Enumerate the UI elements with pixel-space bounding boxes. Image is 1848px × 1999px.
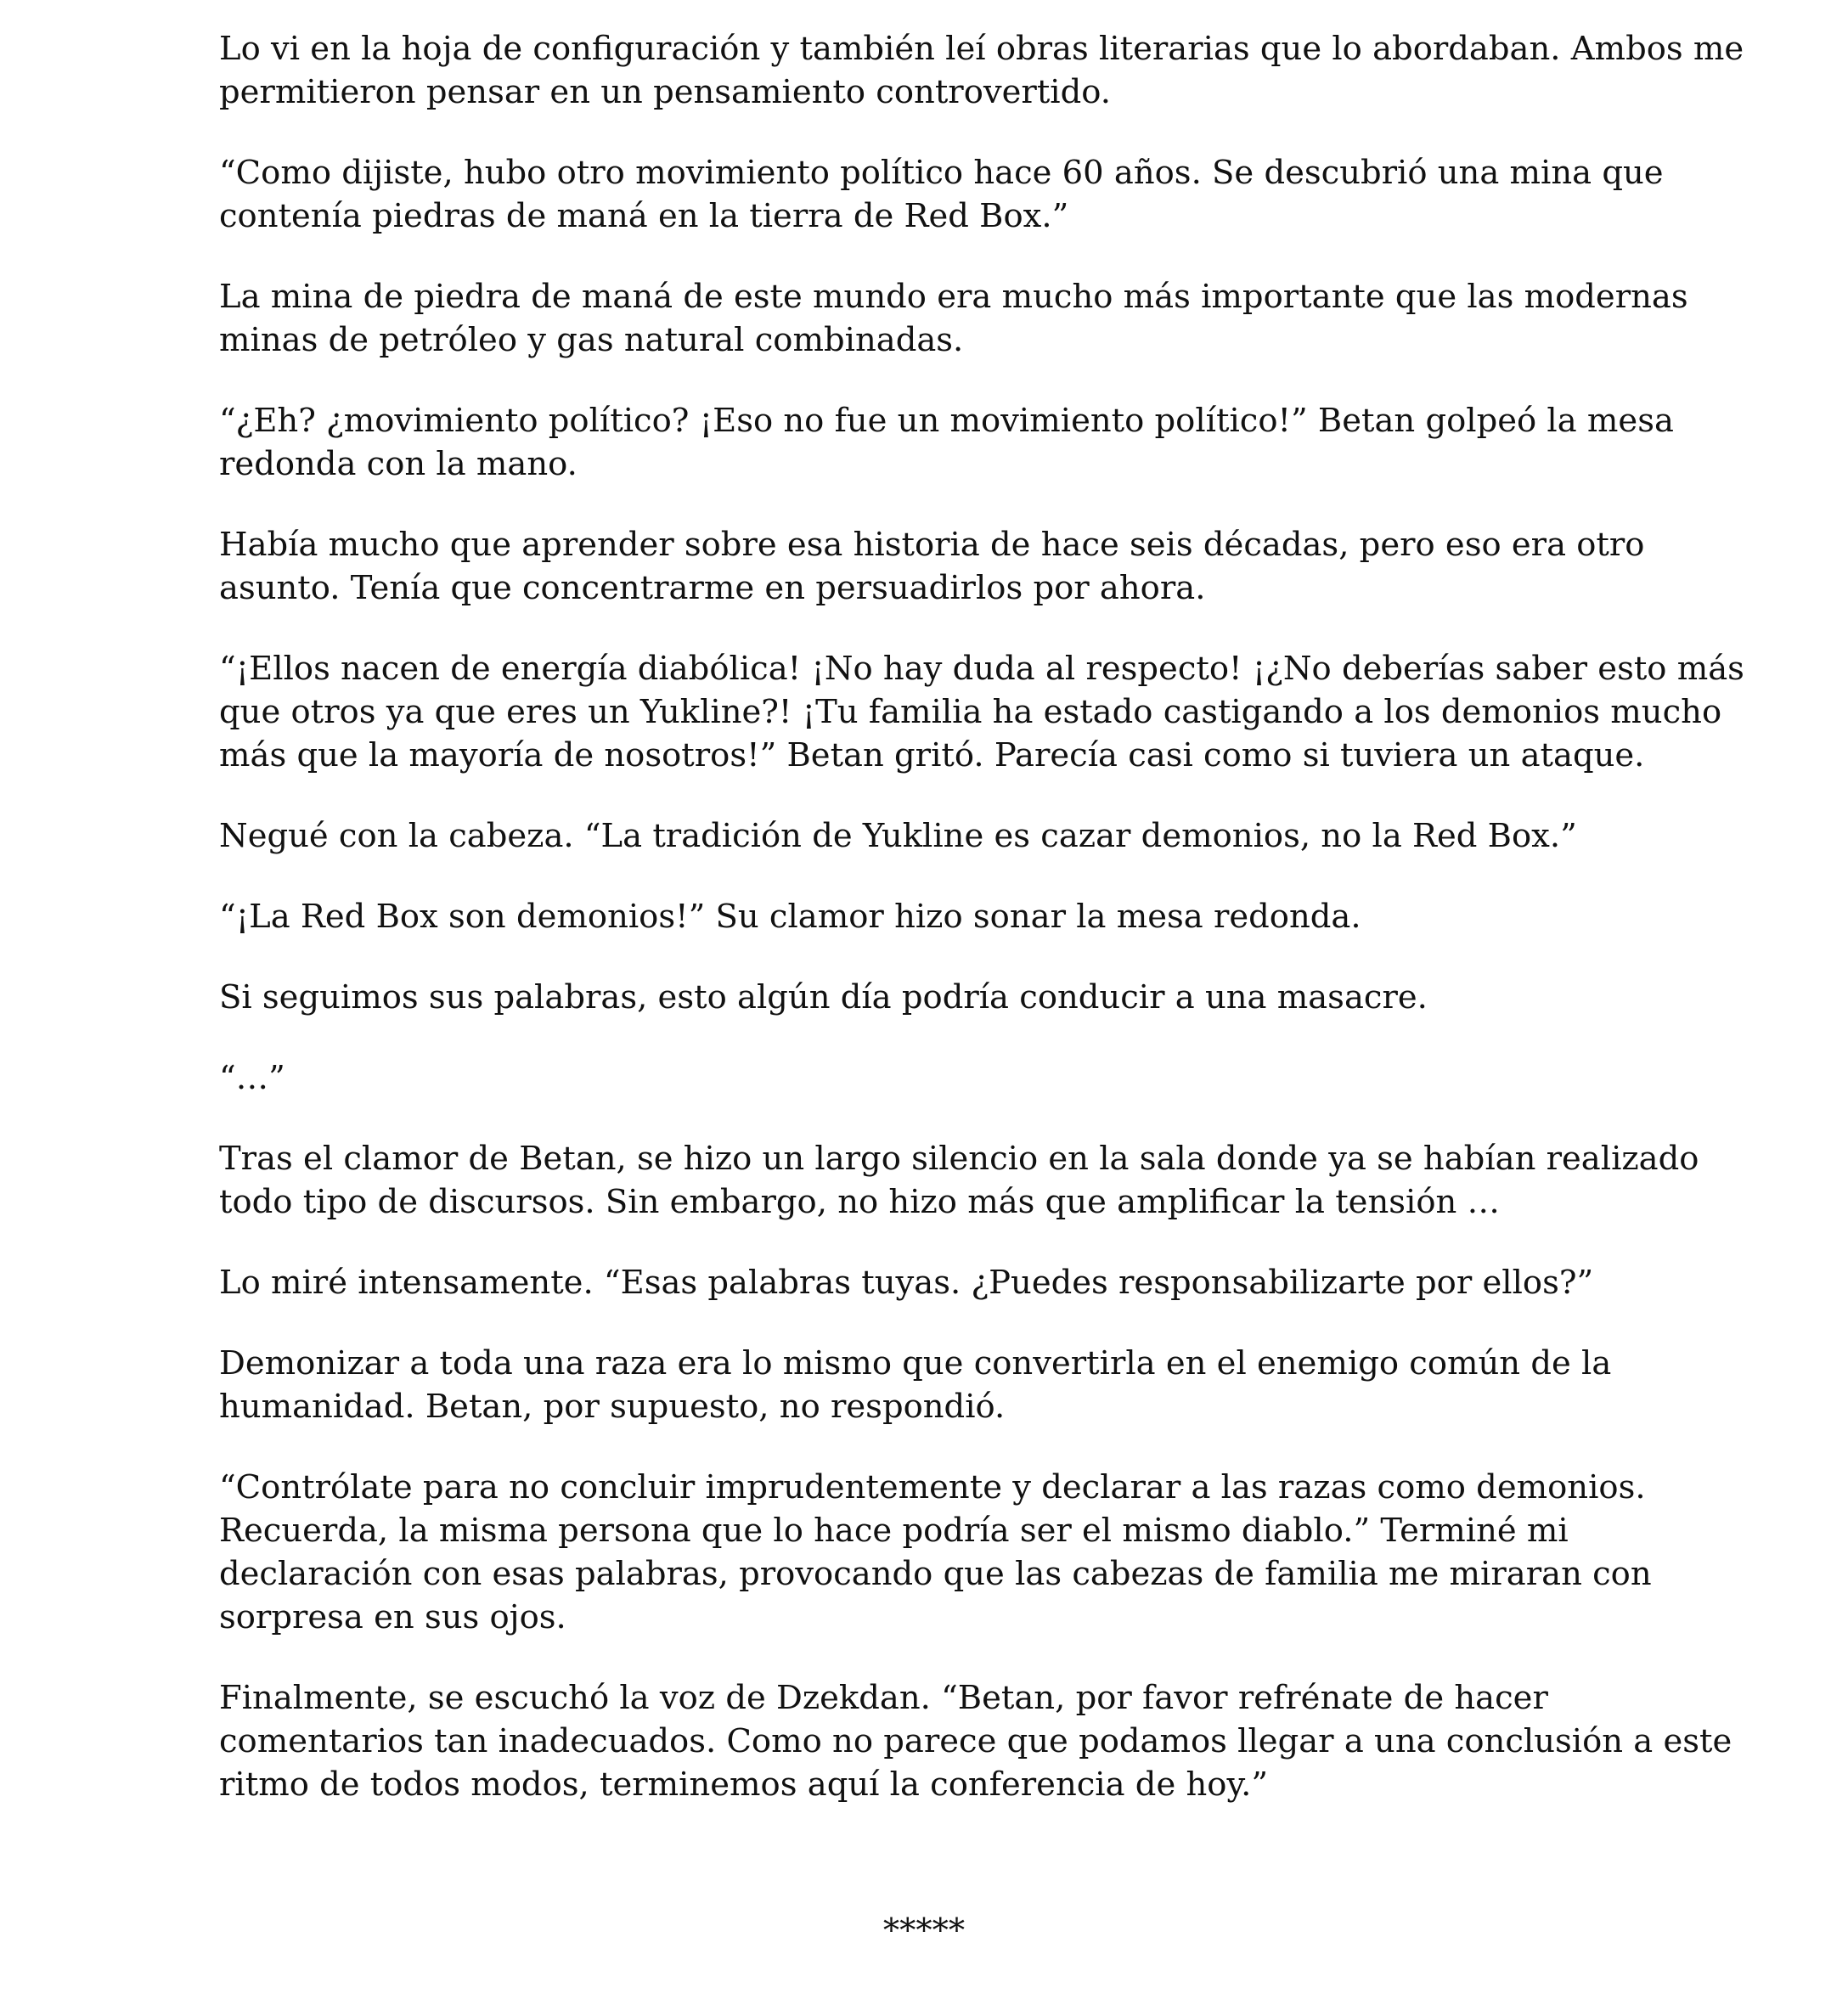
paragraph xyxy=(219,1261,1663,1304)
text-line: “Contrólate para no concluir imprudentemente y declarar a las razas como demonios. xyxy=(219,1468,1646,1506)
text-line: Recuerda, la misma persona que lo hace podría ser el mismo diablo.” Terminé mi xyxy=(219,1512,1569,1550)
text-line: todo tipo de discursos. Sin embargo, no hizo más que amplificar la tensión … xyxy=(219,1183,1501,1221)
text-line: Tras el clamor de Betan, se hizo un largo silencio en la sala donde ya se habían realizado xyxy=(219,1140,1699,1178)
text-line: “¡La Red Box son demonios!” Su clamor hizo sonar la mesa redonda. xyxy=(219,898,1361,936)
paragraph xyxy=(219,1056,1663,1100)
paragraph xyxy=(219,814,1663,858)
text-line: más que la mayoría de nosotros!” Betan gritó. Parecía casi como si tuviera un ataque. xyxy=(219,736,1645,774)
text-line: declaración con esas palabras, provocando que las cabezas de familia me miraran con xyxy=(219,1555,1652,1593)
paragraph xyxy=(219,399,1674,486)
text-line: Negué con la cabeza. “La tradición de Yukline es cazar demonios, no la Red Box.” xyxy=(219,817,1577,855)
text-line: humanidad. Betan, por supuesto, no respondió. xyxy=(219,1388,1006,1426)
paragraph xyxy=(219,27,1744,114)
text-line: contenía piedras de maná en la tierra de Red Box.” xyxy=(219,197,1069,235)
text-line: permitieron pensar en un pensamiento controvertido. xyxy=(219,73,1111,111)
text-line: “…” xyxy=(219,1059,285,1097)
section-separator: ***** xyxy=(882,1912,966,1950)
text-line: redonda con la mano. xyxy=(219,445,578,483)
text-line: Lo miré intensamente. “Esas palabras tuyas. ¿Puedes responsabilizarte por ellos?” xyxy=(219,1264,1594,1302)
text-line: minas de petróleo y gas natural combinadas. xyxy=(219,321,964,359)
paragraph xyxy=(219,1342,1663,1428)
text-line: que otros ya que eres un Yukline?! ¡Tu familia ha estado castigando a los demonios mucho xyxy=(219,693,1722,731)
paragraph xyxy=(219,1466,1663,1639)
text-line: Lo vi en la hoja de configuración y también leí obras literarias que lo abordaban. Ambos me xyxy=(219,30,1744,68)
paragraph xyxy=(219,1137,1699,1224)
text-line: Demonizar a toda una raza era lo mismo que convertirla en el enemigo común de la xyxy=(219,1344,1612,1382)
paragraph xyxy=(219,647,1744,777)
text-line: ritmo de todos modos, terminemos aquí la conferencia de hoy.” xyxy=(219,1765,1269,1804)
paragraph xyxy=(219,895,1663,938)
paragraph xyxy=(219,976,1663,1019)
text-line: “¡Ellos nacen de energía diabólica! ¡No hay duda al respecto! ¡¿No deberías saber esto más xyxy=(219,650,1744,688)
document-body xyxy=(219,27,1744,1844)
text-line: La mina de piedra de maná de este mundo era mucho más importante que las modernas xyxy=(219,278,1688,316)
text-line: Si seguimos sus palabras, esto algún día podría conducir a una masacre. xyxy=(219,978,1428,1016)
text-line: Finalmente, se escuchó la voz de Dzekdan. “Betan, por favor refrénate de hacer xyxy=(219,1679,1548,1717)
text-line: Había mucho que aprender sobre esa historia de hace seis décadas, pero eso era otro xyxy=(219,526,1645,564)
text-line: comentarios tan inadecuados. Como no parece que podamos llegar a una conclusión a este xyxy=(219,1722,1732,1760)
paragraph xyxy=(219,1676,1732,1806)
text-line: asunto. Tenía que concentrarme en persuadirlos por ahora. xyxy=(219,569,1206,607)
text-line: sorpresa en sus ojos. xyxy=(219,1598,566,1636)
text-line: “¿Eh? ¿movimiento político? ¡Eso no fue un movimiento político!” Betan golpeó la mesa xyxy=(219,402,1674,440)
paragraph xyxy=(219,523,1663,610)
text-line: “Como dijiste, hubo otro movimiento político hace 60 años. Se descubrió una mina que xyxy=(219,154,1664,192)
paragraph xyxy=(219,151,1663,238)
paragraph xyxy=(219,275,1688,362)
